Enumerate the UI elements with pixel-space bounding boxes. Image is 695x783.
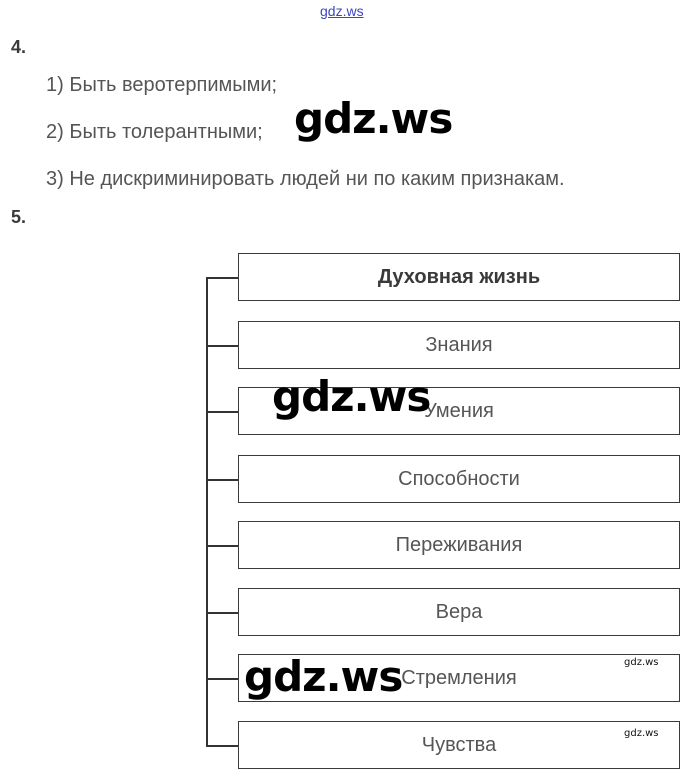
tree-connector-1 <box>206 345 238 347</box>
answer-item-3: 3) Не дискриминировать людей ни по каким признакам. <box>46 168 565 190</box>
tree-connector-root <box>206 277 238 279</box>
tree-connector-2 <box>206 411 238 413</box>
watermark-link-top[interactable]: gdz.ws <box>320 3 364 19</box>
tree-root-box <box>238 253 680 301</box>
question-number-4: 4. <box>11 37 27 57</box>
tree-item-box <box>238 521 680 569</box>
tree-connector-3 <box>206 479 238 481</box>
tree-connector-6 <box>206 678 238 680</box>
tree-item-label: Знания <box>425 333 493 356</box>
tree-root-label: Духовная жизнь <box>377 265 541 288</box>
tree-vertical-line <box>206 277 208 745</box>
watermark-small-2: gdz.ws <box>624 728 659 739</box>
tree-connector-4 <box>206 545 238 547</box>
tree-item-label: Умения <box>424 399 494 422</box>
tree-item-box <box>238 588 680 636</box>
tree-item-box <box>238 321 680 369</box>
tree-connector-7 <box>206 745 238 747</box>
answer-item-2: 2) Быть толерантными; <box>46 121 263 143</box>
tree-item-label: Переживания <box>395 533 523 556</box>
watermark-small-1: gdz.ws <box>624 657 659 668</box>
watermark-large-1: gdz.ws <box>294 94 453 143</box>
tree-item-box <box>238 455 680 503</box>
tree-item-box <box>238 721 680 769</box>
tree-item-label: Вера <box>435 600 483 623</box>
watermark-large-3: gdz.ws <box>244 652 403 701</box>
tree-item-label: Чувства <box>421 733 497 756</box>
question-number-5: 5. <box>11 207 27 227</box>
tree-item-label: Способности <box>398 467 520 490</box>
tree-item-label: Стремления <box>401 666 517 689</box>
watermark-large-2: gdz.ws <box>272 372 431 421</box>
tree-connector-5 <box>206 612 238 614</box>
answer-item-1: 1) Быть веротерпимыми; <box>46 74 278 96</box>
